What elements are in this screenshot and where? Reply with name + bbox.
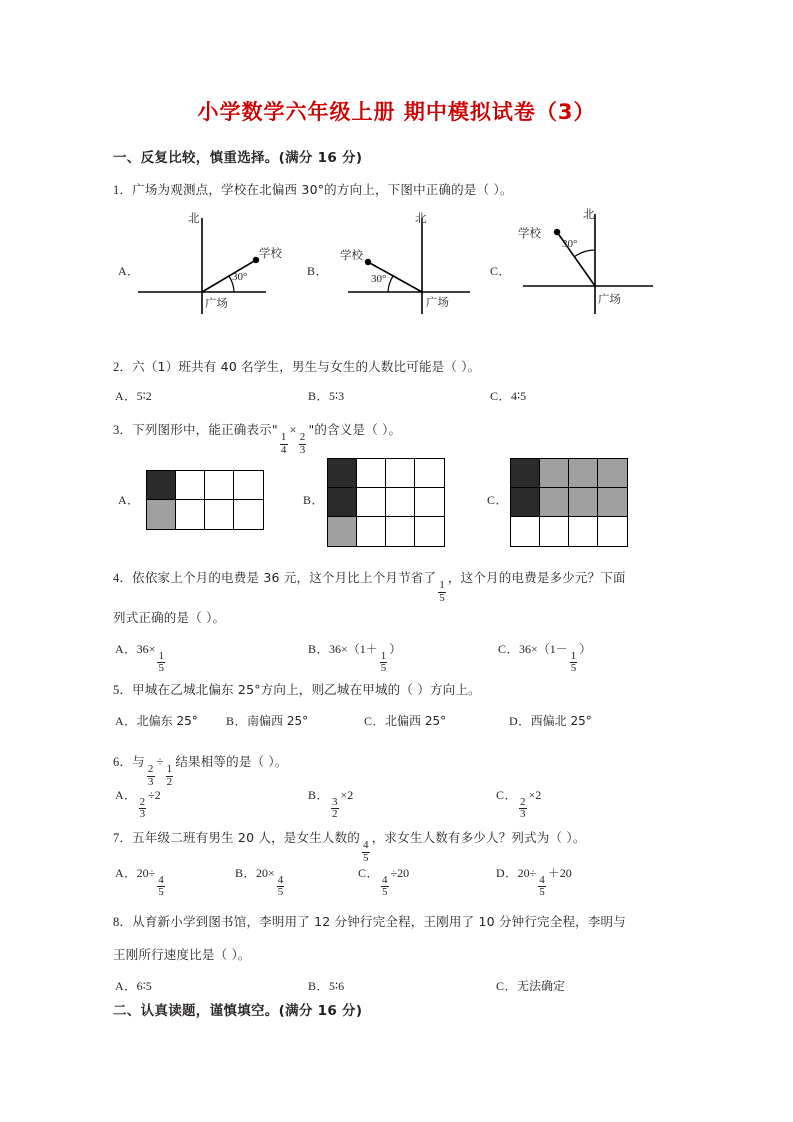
question-7-number: 7 [113, 831, 120, 845]
option-label-c: C． [490, 264, 512, 278]
question-8-option-a[interactable] [115, 977, 152, 994]
question-3-text-post: "的含义是（ ）。 [308, 422, 402, 437]
question-7-option-d[interactable] [496, 864, 572, 899]
question-5-number: 5 [113, 683, 120, 697]
option-fraction: $\frac{1}{5}$ [158, 649, 164, 675]
option-label: D． [509, 714, 531, 728]
option-post: ×2 [528, 788, 542, 802]
option-label: C． [364, 714, 386, 728]
option-fraction: $\frac{4}{5}$ [539, 873, 545, 899]
grid-cell-white [176, 500, 205, 529]
north-label-c: 北 [583, 207, 595, 221]
option-label: C． [490, 389, 512, 403]
grid-cell-gray [598, 488, 627, 517]
question-3-option-label-c: C． [487, 493, 509, 507]
option-text: 南偏西 25° [247, 714, 309, 728]
option-text: 无法确定 [517, 979, 566, 993]
option-label: A． [115, 642, 137, 656]
question-4-stem-line1 [113, 568, 626, 604]
school-label-a: 学校 [259, 246, 282, 260]
section-heading-2: 二、认真读题，谨慎填空。(满分 16 分) [113, 1003, 363, 1019]
grid-cell-white [234, 471, 263, 500]
question-6-option-c[interactable] [496, 786, 541, 821]
option-pre: 20× [256, 866, 275, 880]
school-label-b: 学校 [340, 248, 363, 262]
question-8-stem-line2: 王刚所行速度比是（ ）。 [113, 947, 251, 962]
option-label: B． [235, 866, 257, 880]
question-8-text-1: ．从育新小学到图书馆，李明用了 12 分钟行完全程，王刚用了 10 分钟行完全程，李明与 [119, 914, 626, 929]
fraction-two-thirds: $\frac{2}{3}$ [147, 763, 154, 788]
divide-sign: ÷ [156, 755, 164, 769]
question-6-text-pre: ．与 [119, 754, 145, 769]
north-label-a: 北 [188, 211, 200, 225]
question-6-option-b[interactable] [308, 786, 353, 821]
question-5-option-b[interactable] [226, 712, 308, 729]
option-label-a: A． [118, 264, 140, 278]
question-2-stem [113, 357, 480, 375]
option-pre: 36× [136, 642, 156, 656]
option-pre: 36×（1＋ [329, 642, 378, 656]
option-post: ） [579, 642, 592, 656]
option-fraction: $\frac{4}{5}$ [158, 873, 164, 899]
option-fraction: $\frac{1}{5}$ [570, 649, 577, 675]
fraction-one-fifth: $\frac{1}{5}$ [439, 579, 445, 604]
grid-cell-white [511, 517, 540, 546]
question-6-number: 6 [113, 755, 120, 769]
question-1-text: ．广场为观测点，学校在北偏西 30°的方向上，下图中正确的是（ ）。 [119, 182, 513, 197]
option-text: 5∶2 [136, 389, 152, 403]
option-post: ） [389, 642, 402, 656]
option-label: C． [496, 788, 518, 802]
option-post: ÷20 [390, 866, 410, 880]
grid-cell-white [415, 459, 444, 488]
question-7-option-c[interactable] [358, 864, 409, 899]
fraction-grid-c[interactable] [510, 458, 628, 547]
angle-label-a: 30° [232, 271, 248, 283]
grid-cell-white [540, 517, 569, 546]
option-fraction: $\frac{2}{3}$ [520, 795, 526, 821]
option-text: 西偏北 25° [530, 714, 592, 728]
question-2-option-b[interactable] [308, 387, 344, 404]
option-label: B． [308, 389, 330, 403]
question-3-option-label-a: A． [118, 493, 140, 507]
option-text: 6∶5 [136, 979, 152, 993]
option-label: C． [498, 642, 520, 656]
question-4-option-b[interactable] [308, 640, 401, 675]
question-7-stem [113, 828, 586, 864]
option-label: C． [358, 866, 380, 880]
option-post: ＋20 [547, 866, 572, 880]
option-pre: 36×（1－ [519, 642, 568, 656]
option-pre: 20÷ [136, 866, 156, 880]
question-1-stem [113, 180, 513, 198]
option-label: B． [308, 642, 330, 656]
grid-cell-dark [328, 488, 357, 517]
question-1-number: 1 [113, 183, 120, 197]
option-label: A． [115, 389, 137, 403]
grid-cell-dark [511, 488, 540, 517]
option-label: B． [226, 714, 248, 728]
compass-diagram-c [505, 206, 655, 318]
grid-cell-gray [540, 488, 569, 517]
page-title: 小学数学六年级上册 期中模拟试卷（3） [197, 100, 596, 124]
question-4-stem-line2: 列式正确的是（ ）。 [113, 610, 226, 625]
grid-cell-gray [569, 488, 598, 517]
grid-cell-white [205, 471, 234, 500]
question-4-number: 4 [113, 571, 120, 585]
plaza-label-b: 广场 [426, 295, 449, 309]
grid-cell-white [386, 488, 415, 517]
grid-cell-dark [147, 471, 176, 500]
fraction-four-fifths: $\frac{4}{5}$ [363, 839, 369, 864]
option-label: A． [115, 979, 137, 993]
question-4-text-1b: ，这个月的电费是多少元？下面 [447, 570, 626, 585]
option-label: A． [115, 714, 137, 728]
question-5-option-c[interactable] [364, 712, 446, 729]
question-8-stem-line1 [113, 912, 626, 930]
grid-cell-white [569, 517, 598, 546]
grid-cell-white [415, 517, 444, 546]
fraction-one-half: $\frac{1}{2}$ [166, 763, 173, 788]
question-6-stem [113, 752, 288, 788]
question-7-text-pre: ．五年级二班有男生 20 人，是女生人数的 [119, 830, 361, 845]
option-fraction: $\frac{2}{3}$ [139, 795, 146, 821]
plaza-label-c: 广场 [598, 292, 621, 306]
question-8-number: 8 [113, 915, 120, 929]
grid-cell-white [386, 517, 415, 546]
fraction-grid-a[interactable] [146, 470, 264, 530]
option-text: 北偏西 25° [385, 714, 447, 728]
grid-cell-white [598, 517, 627, 546]
grid-cell-gray [328, 517, 357, 546]
grid-cell-white [176, 471, 205, 500]
grid-cell-white [234, 500, 263, 529]
option-label-b: B． [307, 264, 329, 278]
question-7-option-b[interactable] [235, 864, 286, 899]
option-label: D． [496, 866, 518, 880]
fraction-grid-b[interactable] [327, 458, 445, 547]
question-2-option-c[interactable] [490, 387, 526, 404]
north-label-b: 北 [415, 211, 427, 225]
grid-cell-gray [540, 459, 569, 488]
plaza-label-a: 广场 [205, 296, 228, 310]
option-fraction: $\frac{1}{5}$ [380, 649, 387, 675]
option-text: 北偏东 25° [136, 714, 198, 728]
question-8-option-b[interactable] [308, 977, 344, 994]
question-2-number: 2 [113, 360, 120, 374]
question-5-text: ．甲城在乙城北偏东 25°方向上，则乙城在甲城的（ ）方向上。 [119, 682, 481, 697]
grid-cell-white [386, 459, 415, 488]
question-3-text-pre: ．下列图形中，能正确表示" [119, 422, 278, 437]
compass-diagram-a [130, 210, 270, 318]
option-label: B． [308, 979, 330, 993]
fraction-two-thirds: $\frac{2}{3}$ [299, 431, 306, 456]
question-2-text: ．六（1）班共有 40 名学生，男生与女生的人数比可能是（ ）。 [119, 359, 481, 374]
question-4-text-1a: ．依依家上个月的电费是 36 元，这个月比上个月节省了 [119, 570, 437, 585]
option-post: ÷2 [148, 788, 161, 802]
option-text: 4∶5 [511, 389, 527, 403]
grid-cell-white [357, 488, 386, 517]
grid-cell-dark [328, 459, 357, 488]
grid-cell-white [205, 500, 234, 529]
question-6-text-post: 结果相等的是（ ）。 [175, 754, 288, 769]
grid-cell-white [357, 459, 386, 488]
option-fraction: $\frac{4}{5}$ [382, 873, 388, 899]
question-4-option-c[interactable] [498, 640, 591, 675]
angle-label-c: 30° [562, 238, 578, 250]
option-text: 5∶6 [329, 979, 345, 993]
angle-label-b: 30° [371, 273, 387, 285]
question-3-stem [113, 420, 401, 456]
option-pre: 20÷ [517, 866, 537, 880]
option-label: A． [115, 788, 137, 802]
option-fraction: $\frac{3}{2}$ [332, 795, 338, 821]
school-label-c: 学校 [518, 226, 541, 240]
compass-diagram-b [330, 210, 470, 318]
option-label: B． [308, 788, 330, 802]
grid-cell-white [357, 517, 386, 546]
fraction-one-quarter: $\frac{1}{4}$ [280, 431, 287, 456]
grid-cell-white [415, 488, 444, 517]
times-sign: × [289, 423, 297, 437]
question-8-option-c[interactable] [496, 977, 565, 994]
question-2-option-a[interactable] [115, 387, 152, 404]
grid-cell-gray [598, 459, 627, 488]
question-5-option-d[interactable] [509, 712, 592, 729]
question-7-text-post: ，求女生人数有多少人？列式为（ ）。 [371, 830, 586, 845]
question-3-number: 3 [113, 423, 120, 437]
section-heading-1: 一、反复比较，慎重选择。(满分 16 分) [113, 150, 363, 166]
option-label: A． [115, 866, 137, 880]
option-label: C． [496, 979, 518, 993]
question-7-option-a[interactable] [115, 864, 167, 899]
option-post: ×2 [340, 788, 354, 802]
question-5-option-a[interactable] [115, 712, 198, 729]
question-4-option-a[interactable] [115, 640, 167, 675]
grid-cell-gray [569, 459, 598, 488]
question-5-stem [113, 680, 481, 698]
option-text: 5∶3 [329, 389, 345, 403]
question-6-option-a[interactable] [115, 786, 161, 821]
option-fraction: $\frac{4}{5}$ [277, 873, 284, 899]
grid-cell-dark [511, 459, 540, 488]
grid-cell-gray [147, 500, 176, 529]
question-3-option-label-b: B． [303, 493, 325, 507]
